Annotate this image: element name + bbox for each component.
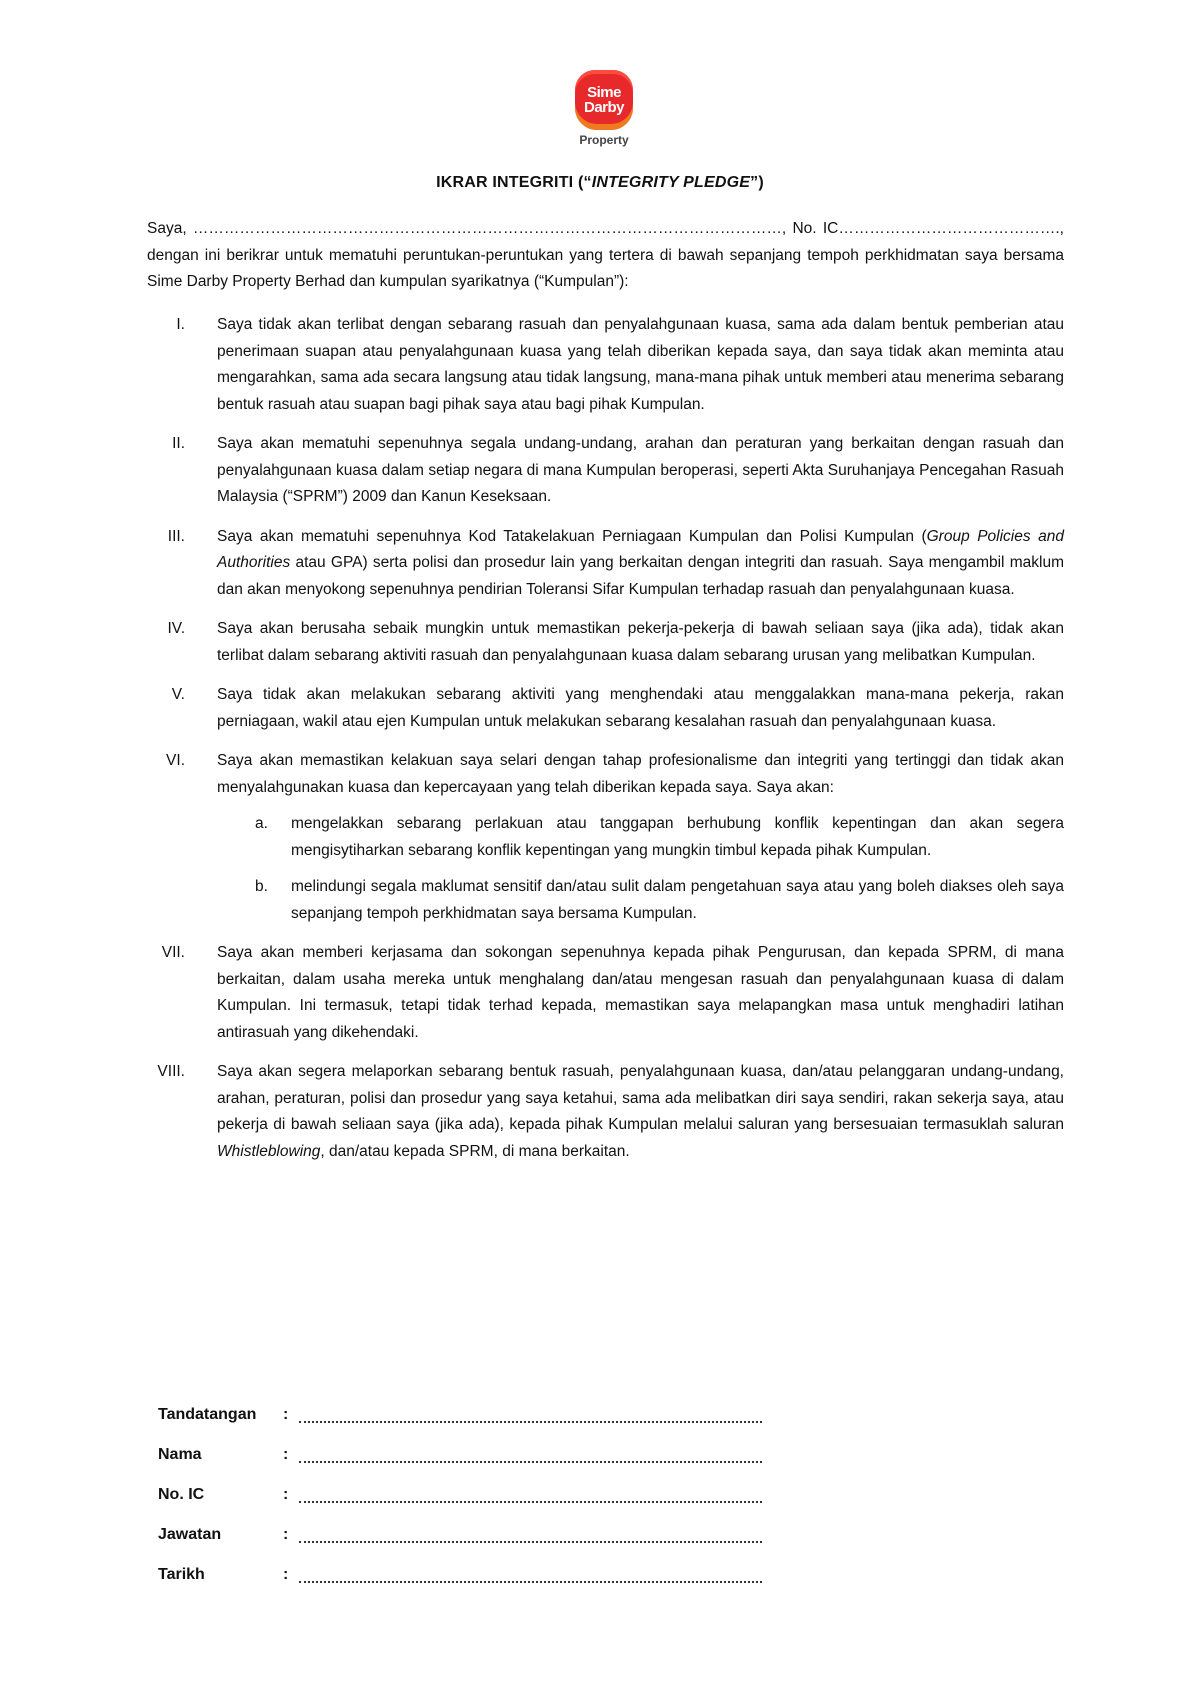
date-colon: : [283, 1566, 289, 1583]
item-text-part: Saya akan segera melaporkan sebarang bentuk rasuah, penyalahgunaan kuasa, dan/atau pelanggaran undang-undang, arahan, peraturan, polisi dan prosedur yang saya ketahui, sama ada melibatkan diri saya sendiri, rakan sekerja saya, atau pekerja di bawah seliaan saya (jika ada), kepada pihak Kumpulan melalui saluran yang bersesuaian termasuklah saluran [217, 1063, 1064, 1133]
name-colon: : [283, 1446, 289, 1463]
name-line [299, 1451, 762, 1463]
position-line [299, 1531, 762, 1543]
pledge-item [147, 431, 1064, 511]
pledge-item [147, 748, 1064, 927]
name-row [158, 1435, 762, 1475]
document-title [0, 174, 1200, 192]
sub-list [217, 811, 1064, 927]
name-label: Nama [158, 1446, 202, 1463]
company-logo [572, 70, 636, 147]
item-text: Saya akan memberi kerjasama dan sokongan sepenuhnya kepada pihak Pengurusan, dan kepada SPRM, di mana berkaitan, dalam usaha mereka untuk menghalang dan/atau mengesan rasuah dan penyalahgunaan kuasa di dalam Kumpulan. Ini termasuk, tetapi tidak terhad kepada, memastikan saya melapangkan masa untuk menghadiri latihan antirasuah yang dikehendaki. [217, 944, 1064, 1041]
item-text-part: atau GPA) serta polisi dan prosedur lain yang berkaitan dengan integriti dan rasuah. Saya mengambil maklum dan akan menyokong sepenuhnya pendirian Toleransi Sifar Kumpulan terhadap rasuah dan penyalahgunaan kuasa. [217, 554, 1064, 598]
item-number: VIII. [157, 1063, 185, 1080]
sub-item [217, 811, 1064, 864]
ic-row [158, 1475, 762, 1515]
position-label: Jawatan [158, 1526, 222, 1543]
item-text [217, 528, 1064, 598]
pledge-item [147, 524, 1064, 604]
ic-label: No. IC [158, 1486, 205, 1503]
date-row [158, 1555, 762, 1595]
signature-block [158, 1395, 762, 1595]
pledge-item [147, 682, 1064, 735]
item-number: VI. [166, 752, 185, 769]
item-number: V. [171, 686, 185, 703]
pledge-list [147, 312, 1064, 1178]
item-text: Saya akan berusaha sebaik mungkin untuk memastikan pekerja-pekerja di bawah seliaan saya (jika ada), tidak akan terlibat dalam sebarang aktiviti rasuah dan penyalahgunaan kuasa dalam sebarang urusan yang melibatkan Kumpulan. [217, 620, 1064, 664]
item-text-part: Saya akan mematuhi sepenuhnya Kod Tatakelakuan Perniagaan Kumpulan dan Polisi Kumpulan ( [217, 527, 927, 545]
sub-text: melindungi segala maklumat sensitif dan/atau sulit dalam pengetahuan saya atau yang boleh diakses oleh saya sepanjang tempoh perkhidmatan saya bersama Kumpulan. [291, 878, 1064, 922]
sub-letter: b. [255, 878, 268, 895]
sub-letter: a. [255, 815, 268, 832]
signature-colon: : [283, 1406, 289, 1423]
ic-colon: : [283, 1486, 289, 1503]
pledge-item [147, 616, 1064, 669]
signature-label: Tandatangan [158, 1406, 257, 1423]
date-label: Tarikh [158, 1566, 205, 1583]
position-colon: : [283, 1526, 289, 1543]
item-text-italic: Group Policies and Authorities [217, 527, 1064, 571]
item-text-part: , dan/atau kepada SPRM, di mana berkaitan. [320, 1142, 630, 1160]
item-text: Saya tidak akan melakukan sebarang aktiviti yang menghendaki atau menggalakkan mana-mana pekerja, rakan perniagaan, wakil atau ejen Kumpulan untuk melakukan sebarang kesalahan rasuah dan penyalahgunaan kuasa. [217, 686, 1064, 730]
item-text: Saya akan mematuhi sepenuhnya segala undang-undang, arahan dan peraturan yang berkaitan dengan rasuah dan penyalahgunaan kuasa dalam setiap negara di mana Kumpulan beroperasi, seperti Akta Suruhanjaya Pencegahan Rasuah Malaysia (“SPRM”) 2009 dan Kanun Keseksaan. [217, 435, 1064, 505]
logo-line-1: Sime [587, 84, 621, 101]
item-text: Saya tidak akan terlibat dengan sebarang rasuah dan penyalahgunaan kuasa, sama ada dalam bentuk pemberian atau penerimaan suapan atau penyalahgunaan kuasa yang telah diberikan kepada saya, dan saya tidak akan meminta atau mengarahkan, sama ada secara langsung atau tidak langsung, mana-mana pihak untuk memberi atau menerima sebarang bentuk rasuah atau suapan bagi pihak saya atau bagi pihak Kumpulan. [217, 316, 1064, 413]
item-text [217, 1063, 1064, 1160]
signature-row [158, 1395, 762, 1435]
item-text: Saya akan memastikan kelakuan saya selari dengan tahap profesionalisme dan integriti yang tertinggi dan tidak akan menyalahgunakan kuasa dan kepercayaan yang telah diberikan kepada saya. Saya akan: [217, 752, 1064, 796]
signature-line [299, 1411, 762, 1423]
item-number: III. [167, 527, 185, 545]
logo-line-2: Darby [583, 99, 625, 116]
pledge-item [147, 940, 1064, 1046]
item-text-italic: Whistleblowing [217, 1142, 321, 1160]
sub-text: mengelakkan sebarang perlakuan atau tanggapan berhubung konflik kepentingan dan akan segera mengisytiharkan sebarang konflik kepentingan yang mungkin timbul kepada pihak Kumpulan. [291, 815, 1064, 859]
item-number: II. [172, 435, 185, 452]
position-row [158, 1515, 762, 1555]
logo-badge [575, 70, 633, 130]
logo-subtitle: Property [579, 133, 629, 147]
item-number: I. [176, 316, 185, 333]
pledge-item [147, 312, 1064, 418]
date-line [299, 1571, 762, 1583]
sub-item [217, 874, 1064, 927]
ic-line [299, 1491, 762, 1503]
pledge-item [147, 1059, 1064, 1165]
item-number: VII. [161, 944, 185, 961]
title-italic: INTEGRITY PLEDGE [591, 174, 751, 191]
item-number: IV. [167, 620, 185, 637]
intro-paragraph: Saya, ……………………………………………………………………………………………………, No. IC……………………………………., dengan ini berikrar untuk mematuhi peruntukan-peruntukan yang tertera di bawah sepanjang tempoh perkhidmatan saya bersama Sime Darby Property Berhad dan kumpulan syarikatnya (“Kumpulan”): [147, 220, 1064, 290]
title-prefix: IKRAR INTEGRITI (“ [436, 174, 592, 191]
title-suffix: ”) [750, 174, 764, 191]
